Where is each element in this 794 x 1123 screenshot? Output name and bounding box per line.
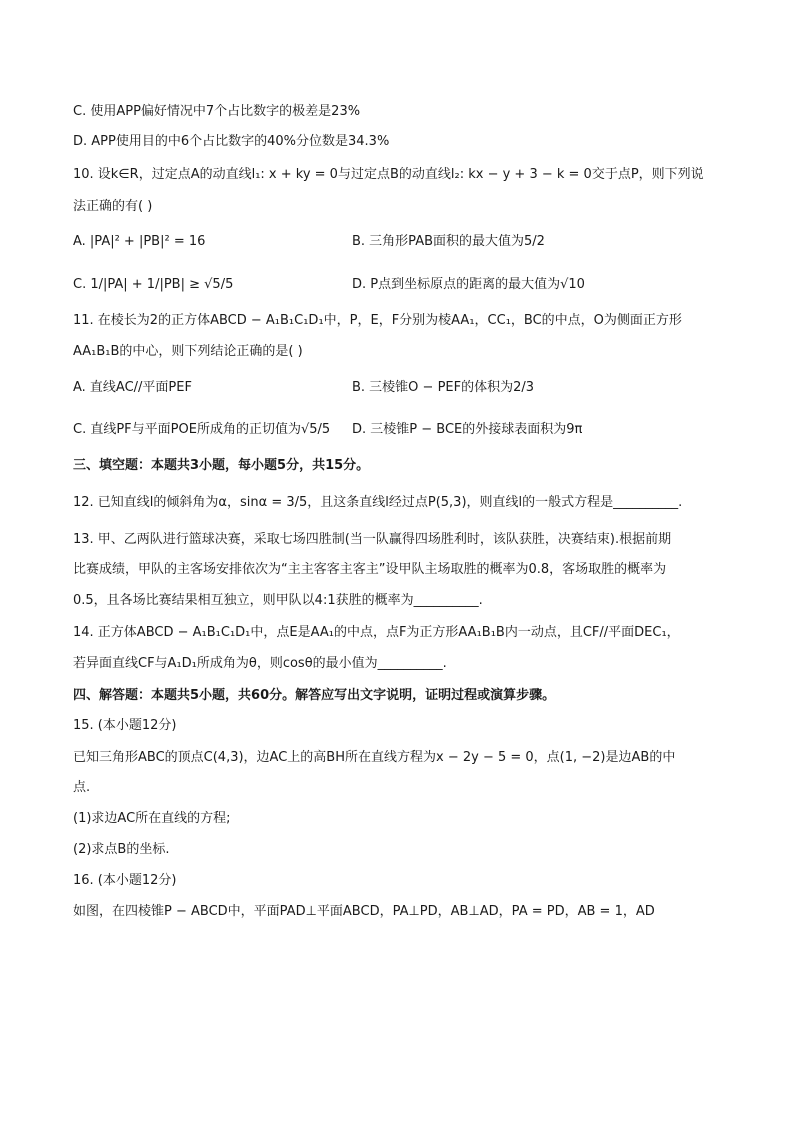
q12-stem: 12. 已知直线l的倾斜角为α，sinα = 3/5，且这条直线l经过点P(5,3)，则直线l的一般式方程是__________. <box>73 495 683 510</box>
q10-stem-line2: 法正确的有( ) <box>73 199 153 214</box>
q13-stem-line3: 0.5，且各场比赛结果相互独立，则甲队以4:1获胜的概率为__________. <box>73 593 483 608</box>
q9-option-d: D. APP使用目的中6个占比数字的40%分位数是34.3% <box>73 134 390 149</box>
q14-stem-line2: 若异面直线CF与A₁D₁所成角为θ，则cosθ的最小值为__________. <box>73 656 447 671</box>
q11-option-c: C. 直线PF与平面POE所成角的正切值为√5/5 <box>73 422 331 437</box>
q14-stem-line1: 14. 正方体ABCD − A₁B₁C₁D₁中，点E是AA₁的中点，点F为正方形AA₁B₁B内一动点，且CF//平面DEC₁， <box>73 625 680 640</box>
q10-option-a: A. |PA|² + |PB|² = 16 <box>73 234 206 249</box>
section-4-heading: 四、解答题：本题共5小题，共60分。解答应写出文字说明，证明过程或演算步骤。 <box>73 688 556 703</box>
q10-option-b: B. 三角形PAB面积的最大值为5/2 <box>352 234 545 249</box>
q10-stem-line1: 10. 设k∈R，过定点A的动直线l₁: x + ky = 0与过定点B的动直线l₂: kx − y + 3 − k = 0交于点P，则下列说 <box>73 167 704 182</box>
q11-stem-line1: 11. 在棱长为2的正方体ABCD − A₁B₁C₁D₁中，P，E，F分别为棱AA₁，CC₁，BC的中点，O为侧面正方形 <box>73 313 682 328</box>
q13-stem-line1: 13. 甲、乙两队进行篮球决赛，采取七场四胜制(当一队赢得四场胜利时，该队获胜，决赛结束).根据前期 <box>73 532 672 547</box>
q15-stem-line1: 已知三角形ABC的顶点C(4,3)，边AC上的高BH所在直线方程为x − 2y − 5 = 0，点(1, −2)是边AB的中 <box>73 750 676 765</box>
q16-heading: 16. (本小题12分) <box>73 873 177 888</box>
q9-option-c: C. 使用APP偏好情况中7个占比数字的极差是23% <box>73 104 361 119</box>
q15-part-1: (1)求边AC所在直线的方程; <box>73 811 231 826</box>
q11-option-d: D. 三棱锥P − BCE的外接球表面积为9π <box>352 422 583 437</box>
q13-stem-line2: 比赛成绩，甲队的主客场安排依次为“主主客客主客主”设甲队主场取胜的概率为0.8，客场取胜的概率为 <box>73 562 667 577</box>
q10-option-c: C. 1/|PA| + 1/|PB| ≥ √5/5 <box>73 277 234 292</box>
q11-option-b: B. 三棱锥O − PEF的体积为2/3 <box>352 380 535 395</box>
q11-option-a: A. 直线AC//平面PEF <box>73 380 192 395</box>
section-3-heading: 三、填空题：本题共3小题，每小题5分，共15分。 <box>73 458 370 473</box>
q15-heading: 15. (本小题12分) <box>73 718 177 733</box>
q11-stem-line2: AA₁B₁B的中心，则下列结论正确的是( ) <box>73 344 303 359</box>
q16-stem-line1: 如图，在四棱锥P − ABCD中，平面PAD⊥平面ABCD，PA⊥PD，AB⊥AD，PA = PD，AB = 1，AD <box>73 904 655 919</box>
q10-option-d: D. P点到坐标原点的距离的最大值为√10 <box>352 277 585 292</box>
q15-part-2: (2)求点B的坐标. <box>73 842 170 857</box>
q15-stem-line2: 点. <box>73 780 91 795</box>
